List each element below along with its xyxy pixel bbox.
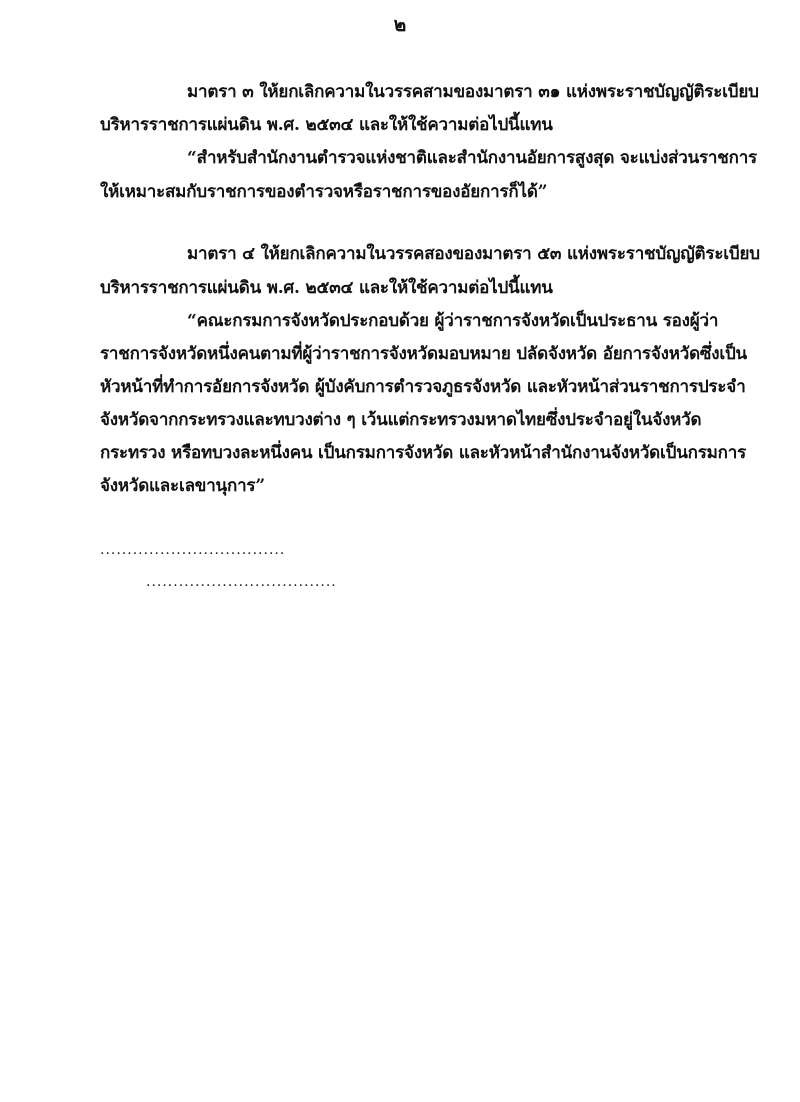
page-number: ๒ [393, 14, 407, 36]
section-3-line-2: บริหารราชการแผ่นดิน พ.ศ. ๒๕๓๔ และให้ใช้ความต่อไปนี้แทน [100, 115, 553, 135]
section-4-quote-line-4: จังหวัดจากกระทรวงและทบวงต่าง ๆ เว้นแต่กระทรวงมหาดไทยซึ่งประจำอยู่ในจังหวัด [100, 410, 702, 430]
section-4-quote-line-1: “คณะกรมการจังหวัดประกอบด้วย ผู้ว่าราชการจังหวัดเป็นประธาน รองผู้ว่า [187, 311, 719, 331]
ellipsis-line-2: ................................... [146, 574, 337, 590]
ellipsis-line-1: .................................. [100, 542, 286, 558]
section-4-line-2: บริหารราชการแผ่นดิน พ.ศ. ๒๕๓๔ และให้ใช้ความต่อไปนี้แทน [100, 278, 553, 298]
section-3-quote-line-1: “สำหรับสำนักงานตำรวจแห่งชาติและสำนักงานอัยการสูงสุด จะแบ่งส่วนราชการ [187, 148, 757, 168]
section-3-quote-line-2: ให้เหมาะสมกับราชการของตำรวจหรือราชการของอัยการก็ได้” [100, 182, 548, 202]
section-4-line-1: มาตรา ๔ ให้ยกเลิกความในวรรคสองของมาตรา ๕๓ แห่งพระราชบัญญัติระเบียบ [187, 244, 760, 264]
section-3-line-1: มาตรา ๓ ให้ยกเลิกความในวรรคสามของมาตรา ๓๑ แห่งพระราชบัญญัติระเบียบ [187, 82, 759, 102]
section-4-quote-line-5: กระทรวง หรือทบวงละหนึ่งคน เป็นกรมการจังหวัด และหัวหน้าสำนักงานจังหวัดเป็นกรมการ [100, 443, 747, 463]
section-4-quote-line-3: หัวหน้าที่ทำการอัยการจังหวัด ผู้บังคับการตำรวจภูธรจังหวัด และหัวหน้าส่วนราชการประจำ [100, 377, 746, 397]
section-4-quote-line-6: จังหวัดและเลขานุการ” [100, 476, 265, 496]
section-4-quote-line-2: ราชการจังหวัดหนึ่งคนตามที่ผู้ว่าราชการจังหวัดมอบหมาย ปลัดจังหวัด อัยการจังหวัดซึ่งเป็น [100, 344, 747, 364]
